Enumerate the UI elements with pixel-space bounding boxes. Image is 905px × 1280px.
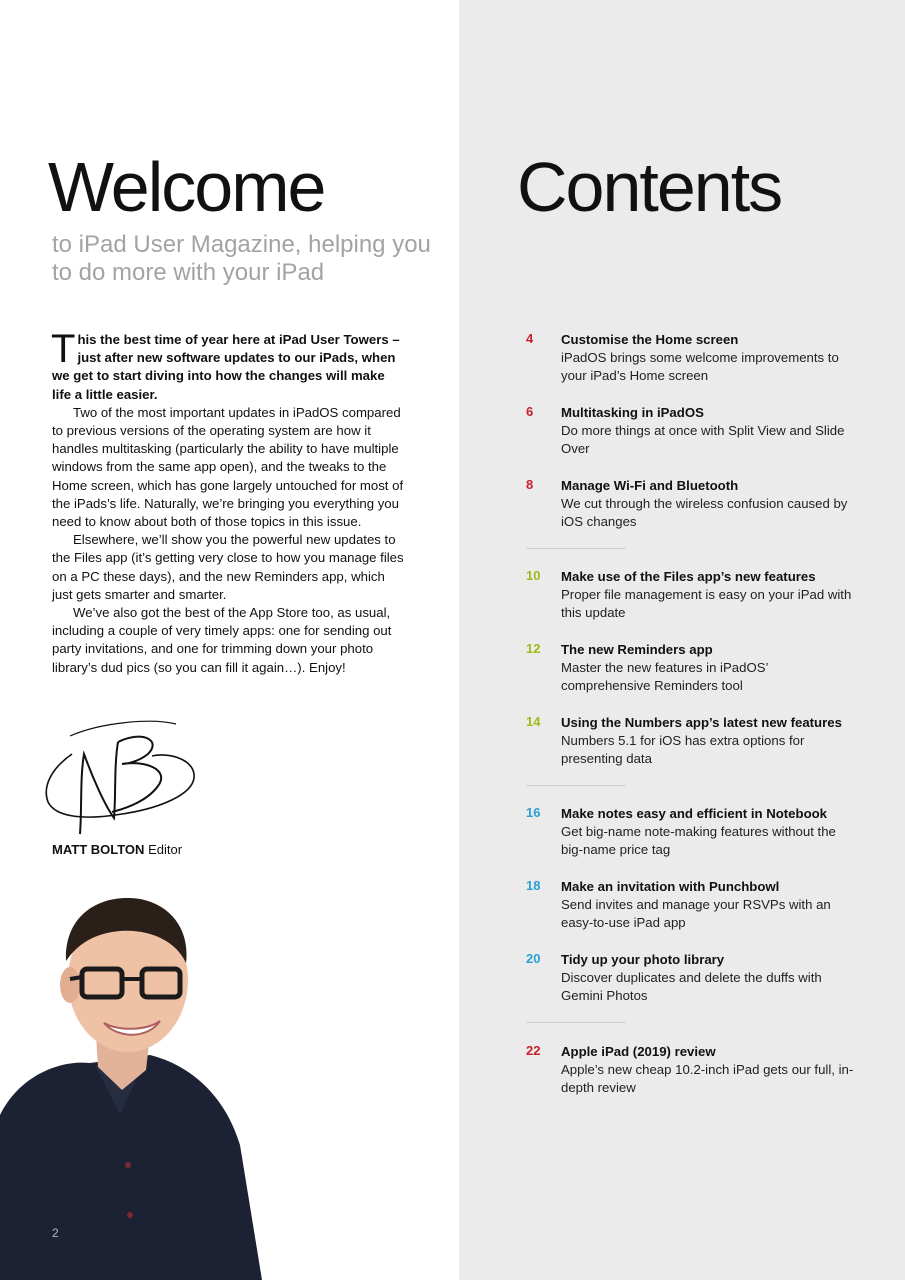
toc-description: Master the new features in iPadOS’ comprehensive Reminders tool (561, 660, 768, 694)
toc-title: The new Reminders app (561, 642, 713, 657)
toc-page-number: 22 (526, 1043, 541, 1058)
section-divider (526, 1022, 626, 1023)
toc-page-number: 4 (526, 331, 534, 346)
toc-page-number: 12 (526, 641, 541, 656)
toc-page-number: 8 (526, 477, 534, 492)
contents-title: Contents (517, 148, 782, 226)
drop-cap: T (51, 327, 76, 371)
toc-text (561, 951, 856, 1006)
toc-title: Apple iPad (2019) review (561, 1044, 716, 1059)
intro-lead-text: his the best time of year here at iPad User Towers – just after new software updates to our iPads, when we get to start diving into how the changes will make life a little easier. (52, 332, 400, 402)
editor-credit (52, 842, 182, 857)
section-divider (526, 785, 626, 786)
editor-portrait (0, 885, 262, 1280)
intro-lead-paragraph (51, 327, 404, 404)
toc-text (561, 1043, 856, 1098)
toc-description: We cut through the wireless confusion caused by iOS changes (561, 496, 848, 530)
toc-title: Tidy up your photo library (561, 952, 725, 967)
toc-page-number: 10 (526, 568, 541, 583)
intro-paragraph: Two of the most important updates in iPadOS compared to previous versions of the operating system are how it handles multitasking (particularly the ability to have multiple windows from the same app open), and the tweaks to the Home screen, which has gone largely untouched for most of the iPads’s life. Naturally, we’re bringing you everything you need to know about both of those topics in this issue. (52, 404, 404, 530)
toc-description: Do more things at once with Split View and Slide Over (561, 423, 845, 457)
editor-name: MATT BOLTON (52, 842, 145, 857)
toc-text (561, 805, 856, 860)
toc-text (561, 641, 856, 696)
toc-description: Discover duplicates and delete the duffs with Gemini Photos (561, 970, 822, 1004)
intro-paragraph: Elsewhere, we’ll show you the powerful new updates to the Files app (it’s getting very close to how you manage files on a PC these days), and the new Reminders app, which just gets smarter and smarter. (52, 532, 404, 602)
toc-text (561, 568, 856, 623)
toc-text (561, 714, 856, 769)
toc-description: Send invites and manage your RSVPs with an easy-to-use iPad app (561, 897, 831, 931)
toc-text (561, 331, 856, 386)
editor-role: Editor (148, 842, 183, 857)
toc-text (561, 878, 856, 933)
toc-page-number: 14 (526, 714, 541, 729)
toc-title: Make notes easy and efficient in Notebook (561, 806, 828, 821)
toc-description: iPadOS brings some welcome improvements to your iPad’s Home screen (561, 350, 839, 384)
toc-title: Using the Numbers app’s latest new features (561, 715, 842, 730)
intro-text (51, 327, 404, 677)
welcome-title: Welcome (48, 148, 325, 226)
toc-title: Customise the Home screen (561, 332, 739, 347)
toc-text (561, 477, 856, 532)
toc-page-number: 18 (526, 878, 541, 893)
toc-description: Apple’s new cheap 10.2-inch iPad gets our full, in-depth review (561, 1062, 854, 1096)
toc-page-number: 20 (526, 951, 541, 966)
section-divider (526, 548, 626, 549)
toc-page-number: 16 (526, 805, 541, 820)
toc-title: Make an invitation with Punchbowl (561, 879, 780, 894)
editor-signature (42, 716, 202, 838)
toc-description: Proper file management is easy on your iPad with this update (561, 587, 852, 621)
page-number: 2 (52, 1226, 59, 1240)
toc-description: Get big-name note-making features without the big-name price tag (561, 824, 836, 858)
toc-description: Numbers 5.1 for iOS has extra options for presenting data (561, 733, 805, 767)
toc-title: Multitasking in iPadOS (561, 405, 704, 420)
toc-title: Manage Wi-Fi and Bluetooth (561, 478, 739, 493)
toc-title: Make use of the Files app’s new features (561, 569, 816, 584)
intro-paragraph: We’ve also got the best of the App Store too, as usual, including a couple of very timely apps: one for sending out party invitations, and one for trimming down your photo library’s dud pics (so you can fill it again…). Enjoy! (52, 605, 392, 675)
toc-text (561, 404, 856, 459)
welcome-subtitle: to iPad User Magazine, helping you to do more with your iPad (52, 231, 431, 286)
toc-page-number: 6 (526, 404, 534, 419)
